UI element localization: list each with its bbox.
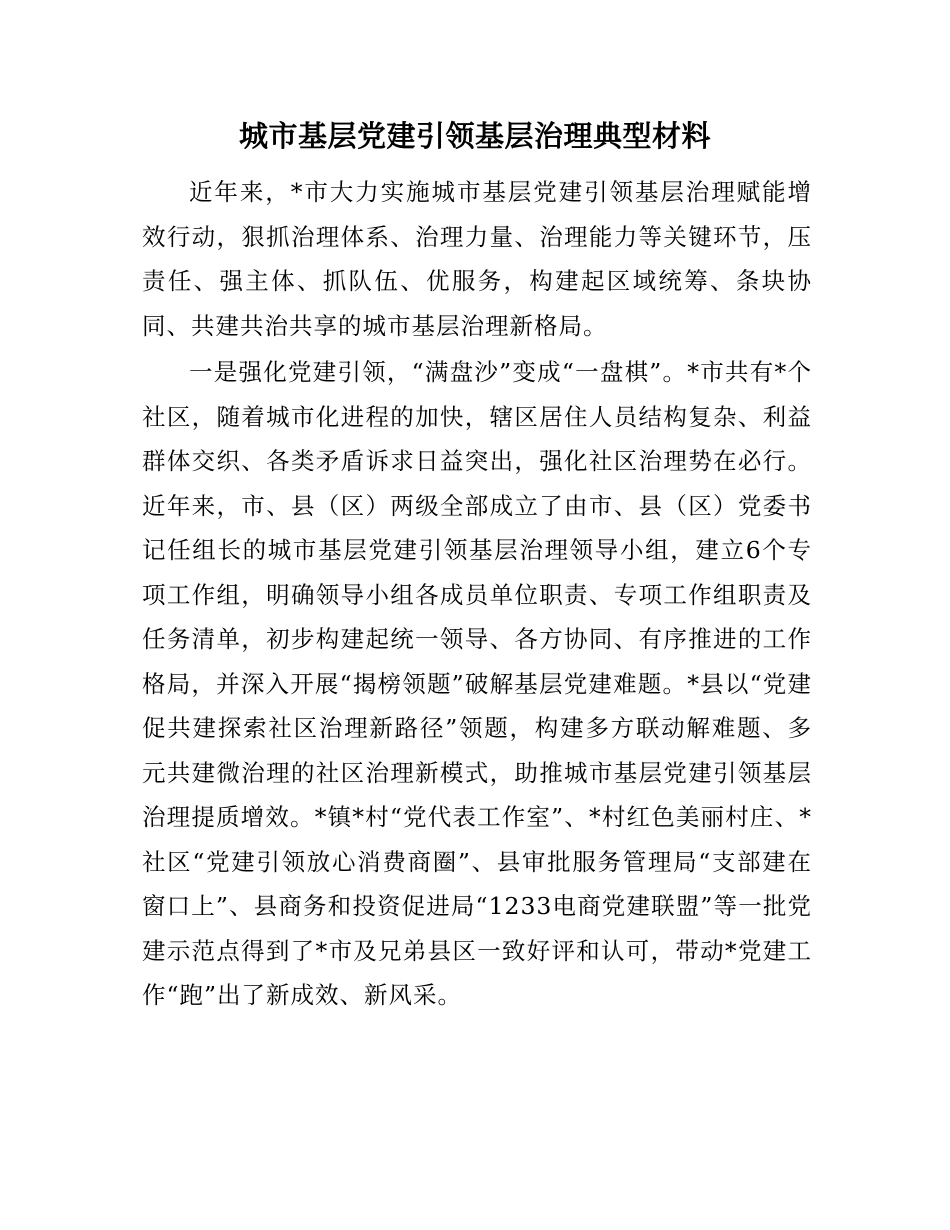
document-title: 城市基层党建引领基层治理典型材料 <box>238 119 711 153</box>
paragraph-party-leadership: 一是强化党建引领，“满盘沙”变成“一盘棋”。*市共有*个社区，随着城市化进程的加快，辖区居住人员结构复杂、利益群体交织、各类矛盾诉求日益突出，强化社区治理势在必行。近年来，市、县（区）两级全部成立了由市、县（区）党委书记任组长的城市基层党建引领基层治理领导小组，建立6个专项工作组，明确领导小组各成员单位职责、专项工作组职责及任务清单，初步构建起统一领导、各方协同、有序推进的工作格局，并深入开展“揭榜领题”破解基层党建难题。*县以“党建促共建探索社区治理新路径”领题，构建多方联动解难题、多元共建微治理的社区治理新模式，助推城市基层党建引领基层治理提质增效。*镇*村“党代表工作室”、*村红色美丽村庄、*社区“党建引领放心消费商圈”、县审批服务管理局“支部建在窗口上”、县商务和投资促进局“1233电商党建联盟”等一批党建示范点得到了*市及兄弟县区一致好评和认可，带动*党建工作“跑”出了新成效、新风采。 <box>142 358 812 1009</box>
paragraph-intro: 近年来，*市大力实施城市基层党建引领基层治理赋能增效行动，狠抓治理体系、治理力量、治理能力等关键环节，压责任、强主体、抓队伍、优服务，构建起区域统筹、条块协同、共建共治共享的城市基层治理新格局。 <box>142 178 812 340</box>
